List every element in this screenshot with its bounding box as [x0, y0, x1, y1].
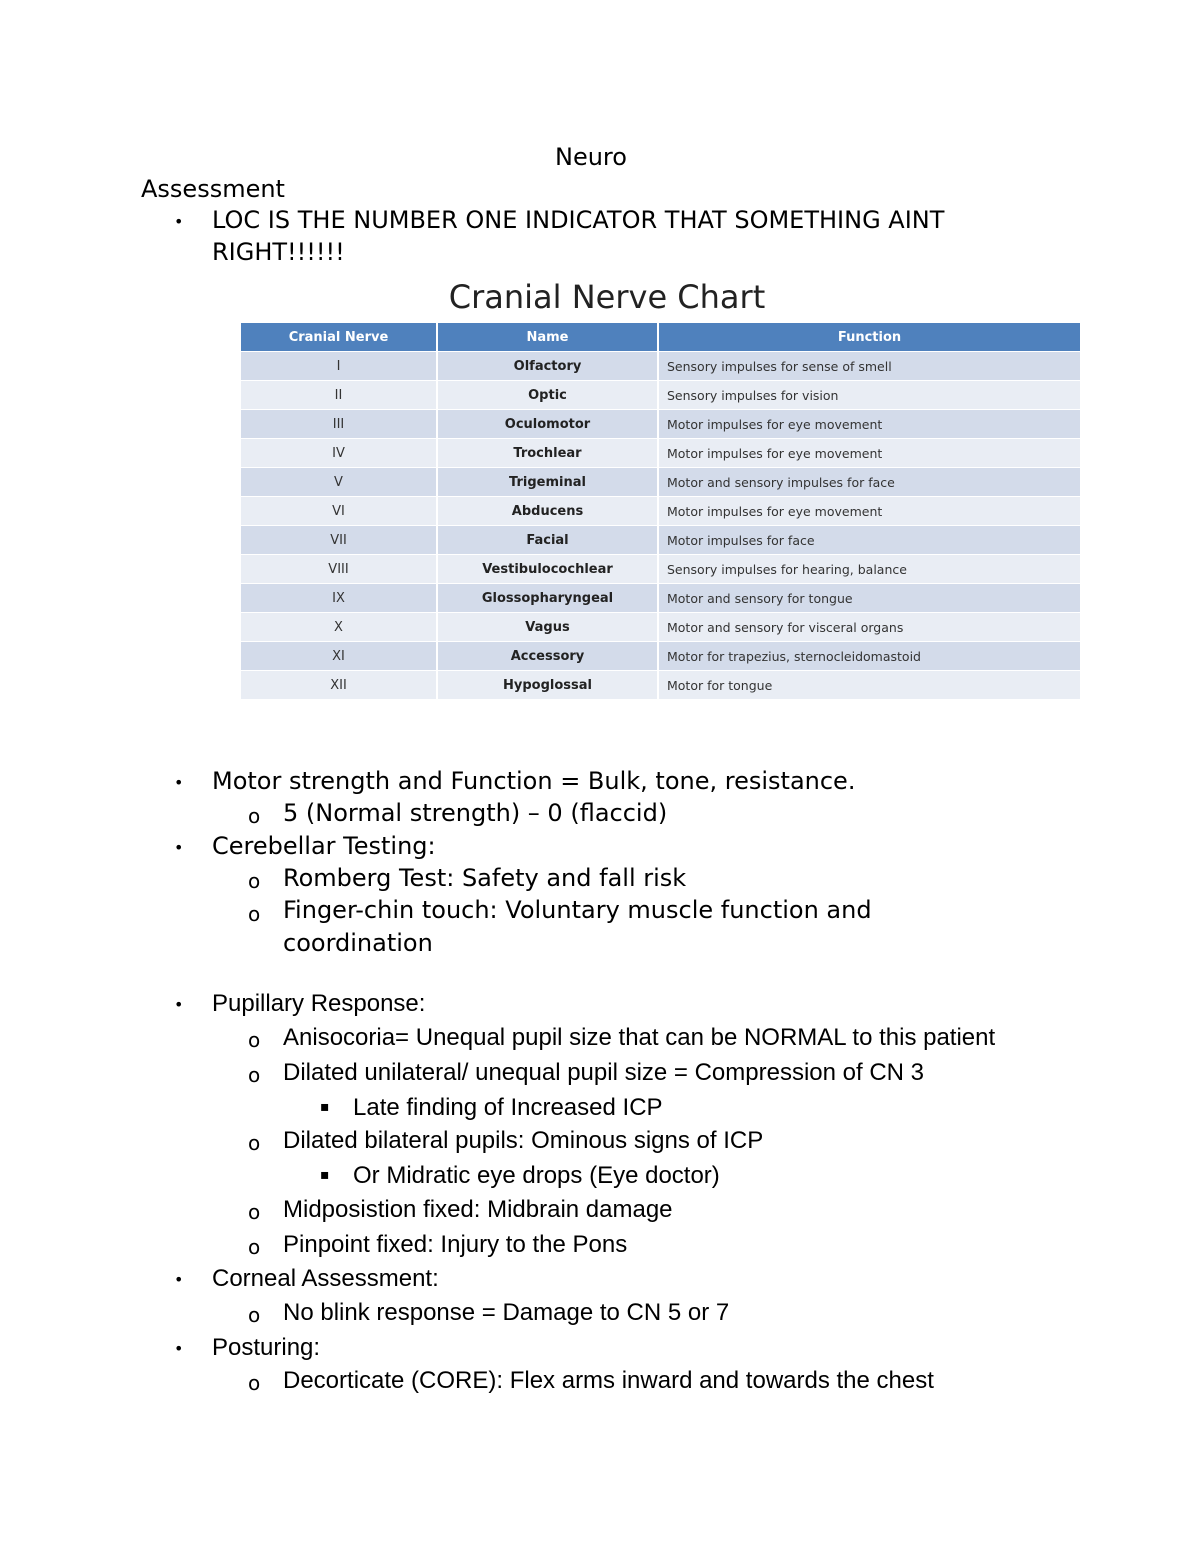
nerve-number: III: [241, 409, 438, 438]
table-row: [241, 554, 1082, 583]
table-row: [241, 583, 1082, 612]
bullet-icon: •: [174, 773, 184, 792]
cranial-nerve-table: [241, 323, 1082, 699]
nerve-name: Trigeminal: [438, 467, 659, 496]
cerebellar-sub-1: Romberg Test: Safety and fall risk: [283, 864, 687, 892]
nerve-function: Motor impulses for face: [659, 525, 1082, 554]
circle-bullet-icon: o: [248, 1200, 261, 1224]
nerve-function: Motor and sensory for visceral organs: [659, 612, 1082, 641]
nerve-function: Motor for tongue: [659, 670, 1082, 699]
nerve-name: Trochlear: [438, 438, 659, 467]
nerve-name: Facial: [438, 525, 659, 554]
corneal-bullet: Corneal Assessment:: [212, 1265, 439, 1292]
nerve-name: Glossopharyngeal: [438, 583, 659, 612]
posturing-sub: Decorticate (CORE): Flex arms inward and towards the chest: [283, 1367, 934, 1394]
nerve-function: Motor for trapezius, sternocleidomastoid: [659, 641, 1082, 670]
motor-sub: 5 (Normal strength) – 0 (flaccid): [283, 799, 668, 827]
nerve-function: Motor impulses for eye movement: [659, 438, 1082, 467]
bullet-icon: •: [174, 995, 184, 1014]
circle-bullet-icon: o: [248, 1303, 261, 1327]
circle-bullet-icon: o: [248, 1371, 261, 1395]
posturing-bullet: Posturing:: [212, 1334, 321, 1361]
pupillary-sub-4: Midposistion fixed: Midbrain damage: [283, 1196, 673, 1223]
table-row: [241, 496, 1082, 525]
nerve-number: VIII: [241, 554, 438, 583]
loc-line-2: RIGHT!!!!!!: [212, 238, 345, 266]
table-row: [241, 380, 1082, 409]
table-row: [241, 467, 1082, 496]
nerve-name: Olfactory: [438, 351, 659, 380]
motor-bullet: Motor strength and Function = Bulk, tone, resistance.: [212, 767, 856, 795]
nerve-name: Oculomotor: [438, 409, 659, 438]
table-row: [241, 612, 1082, 641]
pupillary-sub-2-detail: Late finding of Increased ICP: [353, 1094, 663, 1121]
nerve-number: XI: [241, 641, 438, 670]
nerve-number: VI: [241, 496, 438, 525]
bullet-icon: •: [174, 838, 184, 857]
nerve-function: Motor and sensory impulses for face: [659, 467, 1082, 496]
circle-bullet-icon: o: [248, 902, 261, 926]
nerve-function: Motor and sensory for tongue: [659, 583, 1082, 612]
circle-bullet-icon: o: [248, 869, 261, 893]
nerve-name: Accessory: [438, 641, 659, 670]
nerve-number: I: [241, 351, 438, 380]
nerve-name: Optic: [438, 380, 659, 409]
table-row: [241, 351, 1082, 380]
title-neuro: Neuro: [555, 143, 627, 171]
header-cranial-nerve: Cranial Nerve: [241, 323, 438, 351]
table-row: [241, 641, 1082, 670]
bullet-icon: •: [174, 1270, 184, 1289]
pupillary-bullet: Pupillary Response:: [212, 990, 426, 1017]
table-row: [241, 670, 1082, 699]
square-bullet-icon: ▪: [320, 1099, 330, 1115]
circle-bullet-icon: o: [248, 804, 261, 828]
nerve-number: V: [241, 467, 438, 496]
nerve-function: Sensory impulses for vision: [659, 380, 1082, 409]
nerve-name: Hypoglossal: [438, 670, 659, 699]
circle-bullet-icon: o: [248, 1235, 261, 1259]
nerve-name: Vagus: [438, 612, 659, 641]
nerve-function: Sensory impulses for sense of smell: [659, 351, 1082, 380]
bullet-icon: •: [174, 212, 184, 231]
chart-title: Cranial Nerve Chart: [448, 278, 766, 316]
table-header-row: [241, 323, 1082, 351]
circle-bullet-icon: o: [248, 1131, 261, 1155]
nerve-number: IX: [241, 583, 438, 612]
cerebellar-sub-2-line-1: Finger-chin touch: Voluntary muscle function and: [283, 896, 872, 924]
nerve-name: Vestibulocochlear: [438, 554, 659, 583]
nerve-name: Abducens: [438, 496, 659, 525]
nerve-function: Motor impulses for eye movement: [659, 409, 1082, 438]
header-function: Function: [659, 323, 1082, 351]
pupillary-sub-2: Dilated unilateral/ unequal pupil size = Compression of CN 3: [283, 1059, 925, 1086]
nerve-function: Motor impulses for eye movement: [659, 496, 1082, 525]
pupillary-sub-5: Pinpoint fixed: Injury to the Pons: [283, 1231, 628, 1258]
nerve-number: XII: [241, 670, 438, 699]
title-assessment: Assessment: [141, 175, 285, 203]
pupillary-sub-1: Anisocoria= Unequal pupil size that can be NORMAL to this patient: [283, 1024, 996, 1051]
nerve-function: Sensory impulses for hearing, balance: [659, 554, 1082, 583]
circle-bullet-icon: o: [248, 1028, 261, 1052]
cerebellar-sub-2-line-2: coordination: [283, 929, 433, 957]
nerve-number: II: [241, 380, 438, 409]
bullet-icon: •: [174, 1339, 184, 1358]
header-name: Name: [438, 323, 659, 351]
pupillary-sub-3-detail: Or Midratic eye drops (Eye doctor): [353, 1162, 720, 1189]
cerebellar-bullet: Cerebellar Testing:: [212, 832, 436, 860]
circle-bullet-icon: o: [248, 1063, 261, 1087]
corneal-sub: No blink response = Damage to CN 5 or 7: [283, 1299, 730, 1326]
table-row: [241, 438, 1082, 467]
nerve-number: VII: [241, 525, 438, 554]
table-row: [241, 409, 1082, 438]
nerve-number: IV: [241, 438, 438, 467]
nerve-number: X: [241, 612, 438, 641]
pupillary-sub-3: Dilated bilateral pupils: Ominous signs of ICP: [283, 1127, 764, 1154]
loc-line-1: LOC IS THE NUMBER ONE INDICATOR THAT SOMETHING AINT: [212, 206, 945, 234]
square-bullet-icon: ▪: [320, 1167, 330, 1183]
table-row: [241, 525, 1082, 554]
